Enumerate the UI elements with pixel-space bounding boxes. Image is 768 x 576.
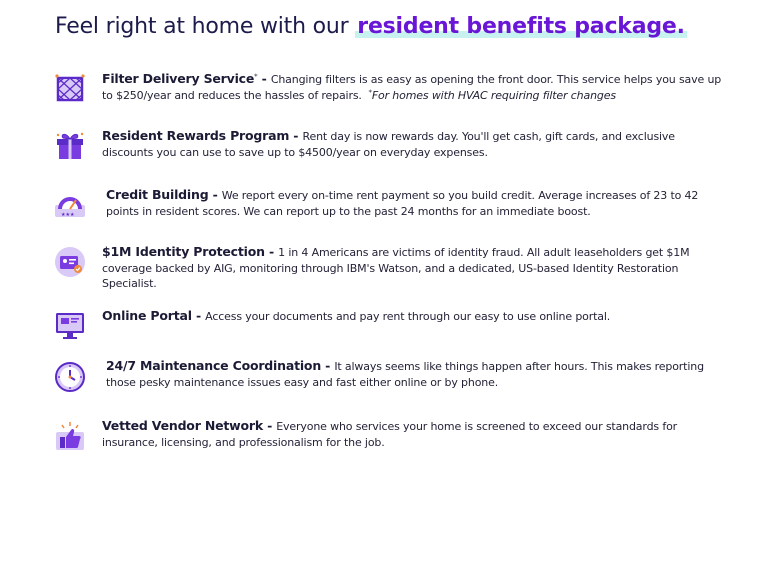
benefit-credit-building — [54, 187, 722, 221]
filter-icon — [54, 73, 86, 105]
benefit-filter-delivery — [54, 71, 722, 105]
benefit-text — [102, 244, 722, 292]
benefit-title: 24/7 Maintenance Coordination — [106, 358, 322, 373]
benefit-online-portal — [54, 308, 722, 342]
title-separator: - — [208, 187, 222, 202]
benefit-description: 1 in 4 Americans are victims of identity fraud. All adult leaseholders get $1M coverage backed by AIG, monitoring through IBM's Watson, and a dedicated, US-based Identity Restoration Specialist. — [102, 246, 690, 290]
monitor-icon — [54, 310, 86, 342]
benefit-title: Filter Delivery Service — [102, 71, 255, 86]
title-separator: - — [264, 244, 279, 259]
benefit-title: Online Portal — [102, 308, 192, 323]
title-separator: - — [289, 128, 303, 143]
title-separator: - — [257, 71, 271, 86]
credit-gauge-icon — [54, 189, 86, 221]
benefit-text — [106, 187, 722, 219]
benefit-description: Access your documents and pay rent through our easy to use online portal. — [205, 310, 611, 323]
benefit-maintenance-coordination — [54, 358, 722, 392]
benefit-identity-protection — [54, 244, 722, 292]
benefit-text — [102, 71, 722, 103]
title-separator: - — [321, 358, 335, 373]
headline-highlight: resident benefits package. — [357, 14, 685, 39]
title-asterisk: * — [254, 72, 258, 81]
benefit-description: Rent day is now rewards day. You'll get cash, gift cards, and exclusive discounts you can use to save up to $4500/year on everyday expenses. — [102, 130, 675, 159]
benefit-text — [102, 308, 610, 325]
benefit-title: Resident Rewards Program — [102, 128, 290, 143]
benefit-title: $1M Identity Protection — [102, 244, 265, 259]
clock-icon — [54, 360, 86, 392]
benefit-description: Everyone who services your home is screened to exceed our standards for insurance, licensing, and professionalism for the job. — [102, 420, 678, 449]
benefit-title: Credit Building — [106, 187, 209, 202]
benefit-description: We report every on-time rent payment so you build credit. Average increases of 23 to 42 points in resident scores. We can report up to the past 24 months for an immediate boost. — [106, 189, 699, 218]
benefit-text — [102, 128, 722, 160]
benefit-note: For homes with HVAC requiring filter changes — [371, 88, 616, 102]
benefit-description: It always seems like things happen after hours. This makes reporting those pesky maintenance issues easy and fast either online or by phone. — [106, 360, 704, 389]
gift-icon — [54, 130, 86, 162]
headline-lead: Feel right at home with our — [55, 14, 356, 39]
note-asterisk: * — [368, 87, 372, 96]
benefit-text — [102, 418, 722, 450]
benefit-title: Vetted Vendor Network — [102, 418, 263, 433]
benefit-vetted-vendor-network — [54, 418, 722, 452]
title-separator: - — [262, 418, 277, 433]
page-headline — [55, 14, 687, 39]
benefit-resident-rewards — [54, 128, 722, 162]
thumbs-up-icon — [54, 420, 86, 452]
identity-card-icon — [54, 246, 86, 278]
svg-text:★★★: ★★★ — [61, 212, 75, 218]
benefit-text — [106, 358, 722, 390]
benefit-description: Changing filters is as easy as opening the front door. This service helps you save up to $250/year and reduces the hassles of repairs. — [102, 73, 722, 102]
title-separator: - — [191, 308, 206, 323]
